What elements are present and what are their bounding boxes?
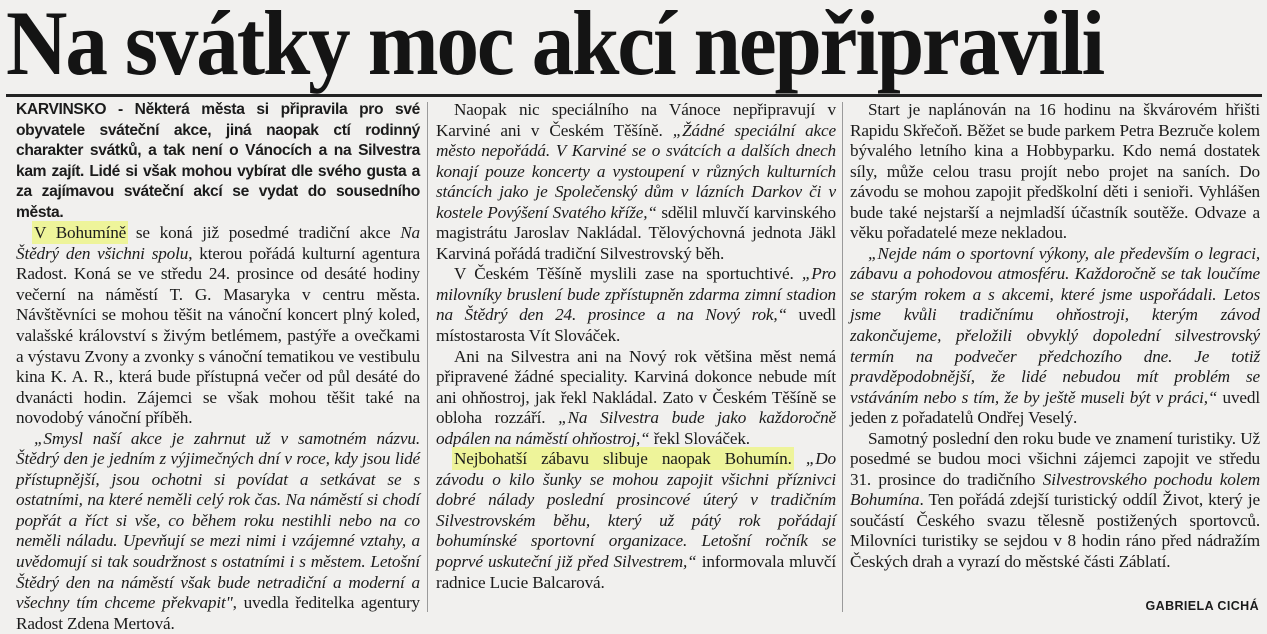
- article-column-1: [16, 100, 420, 634]
- highlighted-text: Nejbohatší zábavu slibuje naopak Bohumín.: [454, 449, 792, 469]
- paragraph-text: Ani na Silvestra ani na Nový rok většina měst nemá připravené žádné speciality. Karviná dokonce nebude mít ani ohňostroj, jak řekl Nakládal. Zato v Českém Těšíně se obloha rozzáří.: [436, 346, 836, 428]
- highlighted-text: V Bohumíně: [34, 223, 127, 243]
- paragraph-bohumin-run: [436, 449, 836, 593]
- paragraph-text: Samotný poslední den roku bude ve znamení turistiky. Už posedmé se budou moci všichni zájemci zapojit ve středu 31. prosince do tradičního: [850, 428, 1260, 489]
- quote-attribution: , uvedla ředitelka agentury Radost Zdena Mertová.: [16, 593, 420, 633]
- paragraph-start: Start je naplánován na 16 hodinu na škvárovém hřišti Rapidu Skřečoň. Běžet se bude parkem Petra Bezruče kolem bývalého letního kina a Hobbyparku. Kdo nemá dostatek síly, může celou trasu projít nebo projet na saních. Do závodu se mohou zapojit předškolní děti i senioři. Vyhlášen bude také nejstarší a nejmladší účastník soutěže. Odvaze a věku pořadatelé meze nekladou.: [850, 100, 1260, 243]
- article-column-3: [850, 100, 1260, 573]
- quote-text: „Pro milovníky bruslení bude zpřístupněn zdarma zimní stadion na Štědrý den 24. prosince a na Nový rok,“: [436, 264, 836, 325]
- paragraph-text: se koná již posedmé tradiční akce: [126, 223, 401, 243]
- author-byline: GABRIELA CICHÁ: [1145, 599, 1259, 613]
- article-column-2: [436, 100, 836, 593]
- paragraph-bohumin-event: [16, 223, 420, 428]
- lead-paragraph: KARVINSKO - Některá města si připravila pro své obyvatele sváteční akce, jiná naopak ctí rodinný charakter svátků, a tak není o Vánocích a na Silvestra kam zajít. Lidé si však mohou vybírat dle svého gusta a za zajímavou sváteční akcí se vydat do sousedního města.: [16, 101, 420, 221]
- paragraph-quote-mertova: [16, 429, 420, 634]
- event-name: Silvestrovského pochodu kolem Bohumína: [850, 469, 1261, 510]
- column-divider-1: [427, 102, 428, 612]
- paragraph-silvestr: [436, 347, 836, 450]
- quote-attribution: informovala mluvčí radnice Lucie Balcarová.: [436, 552, 836, 592]
- headline-rule: [6, 94, 1262, 97]
- paragraph-text: . Ten pořádá zdejší turistický oddíl Život, který je součástí Českého svazu tělesně postižených sportovců. Milovníci turistiky se sejdou v 8 hodin ráno před nádražím Českých drah a vyrazí do městské části Záblatí.: [850, 490, 1260, 572]
- quote-text: „Nejde nám o sportovní výkony, ale především o legraci, zábavu a pohodovou atmosféru. Každoročně se tak loučíme se starým rokem a s akcemi, které jsme uspořádali. Letos jsme kvůli tradičnímu ohňostroji, kterým závod zakončujeme, přeložili obvyklý dopolední silvestrovský termín na podvečer předchozího dne. Je totiž pravděpodobnější, že lidé nebudou mít problém se vstáváním nebo s tím, že by ještě museli být v práci,“: [850, 243, 1260, 407]
- paragraph-turistika: [850, 429, 1260, 573]
- quote-attribution: řekl Slováček.: [649, 428, 750, 448]
- column-divider-2: [842, 102, 843, 612]
- paragraph-text: , kterou pořádá kulturní agentura Radost. Koná se ve středu 24. prosince od desáté hodiny večerní na náměstí T. G. Masaryka v centru města. Návštěvníci se mohou těšit na vánoční koncert plný koled, valašské království s živým betlémem, pastýře a ovečkami a výstavu Zvony a zvonky s vánoční tematikou ve vestibulu kina K. A. R., která bude přístupná večer od půl desáté do dvanácti hodin. Zájemci se však mohou těšit také na novodobý vánoční příběh.: [16, 243, 420, 428]
- paragraph-quote-vesely: [850, 244, 1260, 429]
- quote-attribution: uvedl jeden z pořadatelů Ondřej Veselý.: [850, 387, 1260, 428]
- quote-attribution: sdělil mluvčí karvinského magistrátu Jaroslav Nakládal. Tělovýchovná jednota Jäkl Karviná pořádá tradiční Silvestrovský běh.: [436, 202, 836, 263]
- quote-text: „Smysl naší akce je zahrnut už v samotném názvu. Štědrý den je jedním z výjimečných dní v roce, kdy jsou lidé přístupnější, jsou ochotni si povídat a setkávat se s ostatními, na které neměli celý rok čas. Na náměstí si chodí popřát a říct si vše, co během roku nestihli nebo na co neměli náladu. Upevňují se mezi nimi i vzájemné vztahy, a uvědomují si tak soudržnost s ostatními i s městem. Letošní Štědrý den na náměstí však bude netradiční a moderní a všechny tím chceme překvapit": [16, 428, 420, 613]
- quote-text: „Do závodu o kilo šunky se mohou zapojit všichni příznivci dobré nálady poslední prosincové úterý v tradičním Silvestrovském běhu, který už pátý rok pořádají bohumínské sportovní organizace. Letošní ročník se poprvé uskuteční již před Silvestrem,“: [436, 449, 836, 572]
- paragraph-text: Naopak nic speciálního na Vánoce nepřipravují v Karviné ani v Českém Těšíně.: [436, 100, 836, 140]
- paragraph-karvina: [436, 100, 836, 264]
- paragraph-text: V Českém Těšíně myslili zase na sportuchtivé.: [454, 264, 802, 284]
- quote-text: „Žádné speciální akce město nepořádá. V Karviné se o svátcích a dalších dnech konají pouze koncerty a vystoupení v různých kulturních stáncích jako je Společenský dům v lázních Darkov či v kostele Povýšení Svatého kříže,“: [436, 120, 836, 222]
- quote-text: „Na Silvestra bude jako každoročně odpálen na náměstí ohňostroj,“: [436, 408, 836, 448]
- headline: Na svátky moc akcí nepřipravili: [6, 0, 1104, 94]
- paragraph-cesky-tesin: [436, 264, 836, 346]
- event-name: Na Štědrý den všichni spolu: [16, 223, 420, 263]
- quote-attribution: uvedl místostarosta Vít Slováček.: [436, 305, 836, 346]
